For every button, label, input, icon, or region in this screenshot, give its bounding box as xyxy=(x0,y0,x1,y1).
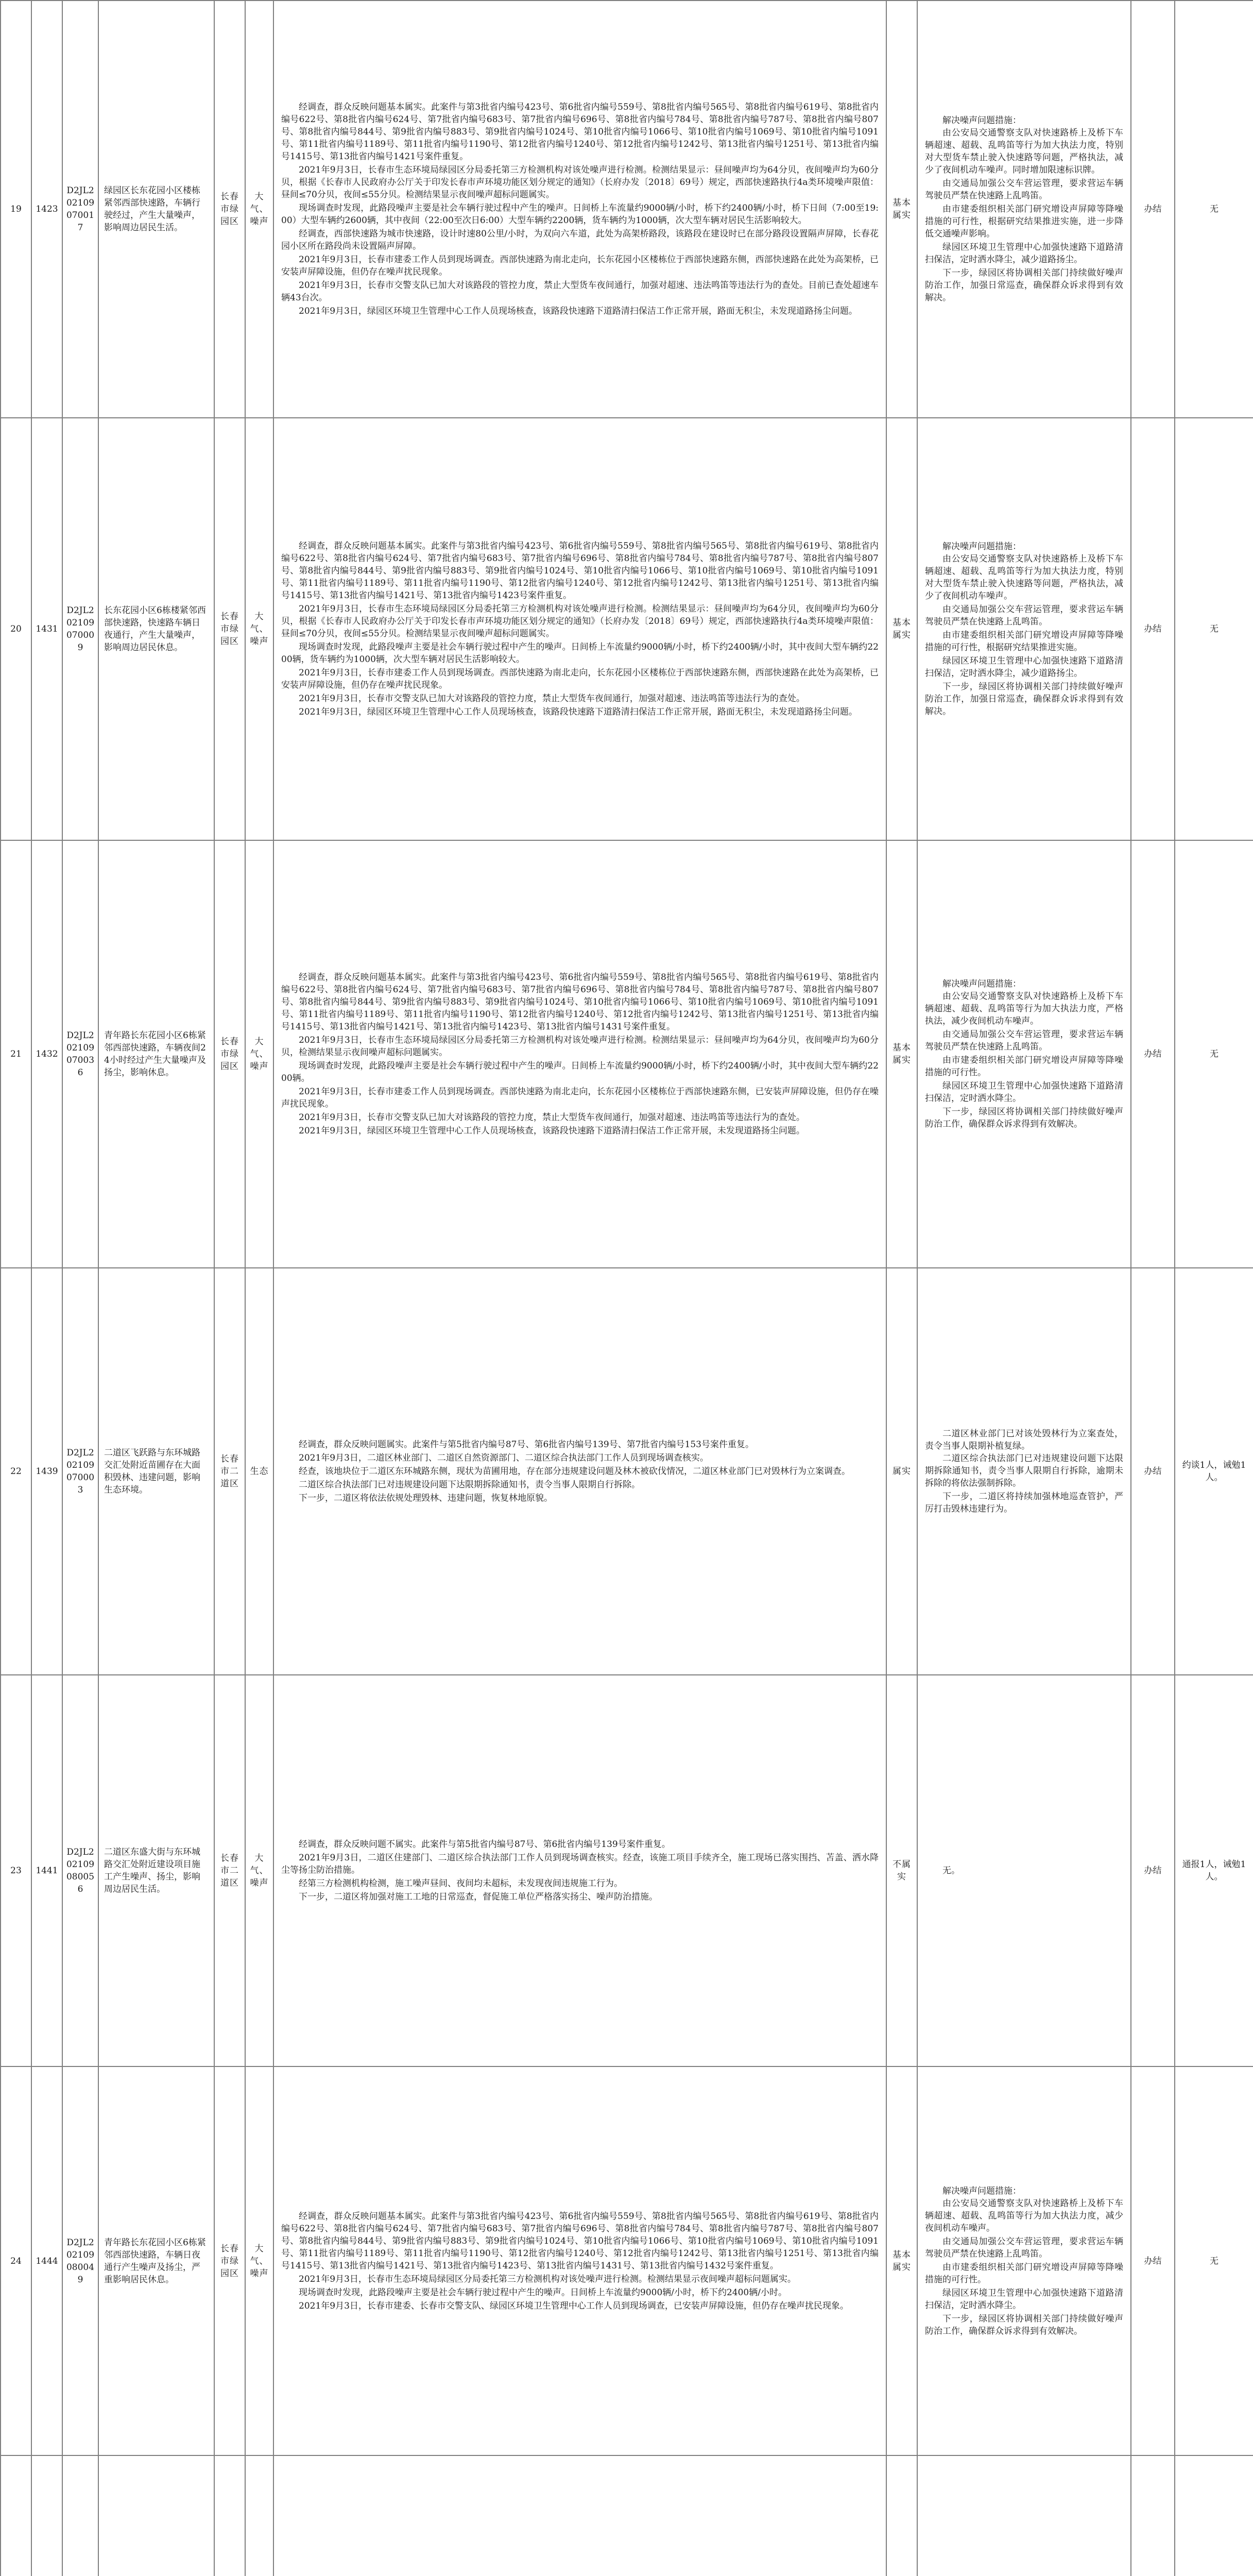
cell-seq: 20 xyxy=(1,418,31,840)
table-row xyxy=(1,1675,1253,2066)
cell-verdict: 基本属实 xyxy=(886,2066,917,2455)
cell-accountability: 无 xyxy=(1175,840,1253,1268)
cell-district: 长春市绿园区 xyxy=(214,2066,245,2455)
cell-district: 长春市绿园区 xyxy=(214,1,245,418)
measure-paragraph: 二道区综合执法部门已对违规建设问题下达限期拆除通知书，责令当事人限期自行拆除，逾期未拆除的将依法强制拆除。 xyxy=(925,1453,1123,1488)
investigation-paragraph: 2021年9月3日，二道区住建部门、二道区综合执法部门工作人员到现场调查核实。经查，该施工项目手续齐全，施工现场已落实围挡、苫盖、洒水降尘等扬尘防治措施。 xyxy=(281,1853,879,1875)
measure-paragraph: 由公安局交通警察支队对快速路桥上及桥下车辆超速、超载、乱鸣笛等行为加大执法力度，严格执法，减少夜间机动车噪声。 xyxy=(925,991,1123,1026)
cell-case-code: D2JL202109080049 xyxy=(62,2066,98,2455)
cell-verdict: 基本属实 xyxy=(886,418,917,840)
cell-category: 大气、噪声 xyxy=(245,1675,273,2066)
cell-measures xyxy=(917,2066,1131,2455)
measure-paragraph: 解决噪声问题措施： xyxy=(942,979,1021,989)
table-body xyxy=(1,1,1253,2576)
cell-status: 办结 xyxy=(1131,840,1175,1268)
investigation-paragraph: 现场调查时发现，此路段噪声主要是社会车辆行驶过程中产生的噪声。日间桥上车流量约9000辆/小时，桥下约2400辆/小时，其中夜间大型车辆约2200辆。 xyxy=(281,1061,879,1083)
cell-district xyxy=(214,2455,245,2576)
cell-case-code: D2JL202109070017 xyxy=(62,1,98,418)
investigation-paragraph: 2021年9月3日，长春市生态环境局绿园区分局委托第三方检测机构对该处噪声进行检测。检测结果显示：昼间噪声均为64分贝，夜间噪声均为60分贝，检测结果显示夜间噪声超标问题属实。 xyxy=(281,1035,879,1058)
investigation-paragraph: 下一步，二道区将加强对施工工地的日常巡查，督促施工单位严格落实扬尘、噪声防治措施。 xyxy=(299,1892,658,1902)
cell-measures xyxy=(917,1675,1131,2066)
cell-category xyxy=(245,2455,273,2576)
measure-paragraph: 解决噪声问题措施： xyxy=(942,541,1021,552)
cell-summary: 绿园区长东花园小区楼栋紧邻西部快速路，车辆行驶经过，产生大量噪声，影响周边居民生活。 xyxy=(98,1,214,418)
cell-district: 长春市二道区 xyxy=(214,1268,245,1675)
investigation-paragraph: 2021年9月3日，长春市建委工作人员到现场调查。西部快速路为南北走向，长东花园小区楼栋位于西部快速路东侧，西部快速路在此处为高架桥，已安装声屏障设施，但仍存在噪声扰民现象。 xyxy=(281,668,879,690)
cell-verdict: 不属实 xyxy=(886,1675,917,2066)
measure-paragraph: 由市建委组织相关部门研究增设声屏障等降噪措施的可行性。 xyxy=(925,1055,1123,1078)
cell-investigation xyxy=(273,2455,886,2576)
cell-case-no: 1431 xyxy=(31,418,62,840)
cell-case-code: D2JL202109070009 xyxy=(62,418,98,840)
cell-summary: 青年路长东花园小区6栋紧邻西部快速路，车辆日夜通行产生噪声及扬尘，严重影响居民休息。 xyxy=(98,2066,214,2455)
measure-paragraph: 由公安局交通警察支队对快速路桥上及桥下车辆超速、超载、乱鸣笛等行为加大执法力度，特别对大型货车禁止驶入快速路等问题，严格执法，减少了夜间机动车噪声。同时增加限速标识牌。 xyxy=(925,128,1123,175)
cell-investigation xyxy=(273,1675,886,2066)
measure-paragraph: 绿园区环境卫生管理中心加强快速路下道路清扫保洁，定时洒水降尘。 xyxy=(925,1081,1123,1104)
table-row xyxy=(1,840,1253,1268)
cell-status: 办结 xyxy=(1131,418,1175,840)
cell-measures xyxy=(917,1,1131,418)
investigation-paragraph: 二道区综合执法部门已对违规建设问题下达限期拆除通知书，责令当事人限期自行拆除。 xyxy=(299,1480,640,1490)
cell-summary: 青年路长东花园小区6栋紧邻西部快速路，车辆夜间24小时经过产生大量噪声及扬尘，影响休息。 xyxy=(98,840,214,1268)
investigation-paragraph: 现场调查时发现，此路段噪声主要是社会车辆行驶过程中产生的噪声。日间桥上车流量约9000辆/小时，桥下约2400辆/小时。 xyxy=(299,2287,787,2298)
cell-case-no xyxy=(31,2455,62,2576)
investigation-paragraph: 2021年9月3日，绿园区环境卫生管理中心工作人员现场核查，该路段快速路下道路清扫保洁工作正常开展，未发现道路扬尘问题。 xyxy=(299,1126,805,1136)
investigation-paragraph: 2021年9月3日，绿园区环境卫生管理中心工作人员现场核查，该路段快速路下道路清扫保洁工作正常开展，路面无积尘，未发现道路扬尘问题。 xyxy=(299,707,857,717)
table-row xyxy=(1,2455,1253,2576)
investigation-paragraph: 下一步，二道区将依法依规处理毁林、违建问题，恢复林地原貌。 xyxy=(299,1493,553,1503)
measure-paragraph: 由市建委组织相关部门研究增设声屏障等降噪措施的可行性，根据研究结果推进实施。 xyxy=(925,630,1123,653)
cell-case-no: 1432 xyxy=(31,840,62,1268)
cell-investigation xyxy=(273,2066,886,2455)
measure-paragraph: 由交通局加强公交车营运管理，要求营运车辆驾驶员严禁在快速路上乱鸣笛。 xyxy=(925,178,1123,201)
measure-paragraph: 绿园区环境卫生管理中心加强快速路下道路清扫保洁，定时洒水降尘，减少道路扬尘。 xyxy=(925,242,1123,265)
cell-status: 办结 xyxy=(1131,1,1175,418)
cell-investigation xyxy=(273,418,886,840)
measure-paragraph: 下一步，绿园区将协调相关部门持续做好噪声防治工作，确保群众诉求得到有效解决。 xyxy=(925,2313,1123,2336)
investigation-paragraph: 经调查，群众反映问题基本属实。此案件与第3批省内编号423号、第6批省内编号559号、第8批省内编号565号、第8批省内编号619号、第8批省内编号622号、第8批省内编号624号、第7批省内编号683号、第7批省内编号696号、第8批省内编号784号、第8批省内编号787号、第8批省内编号807号、第8批省内编号844号、第9批省内编号883号、第9批省内编号1024号、第10批省内编号1066号、第10批省内编号1069号、第10批省内编号1091号、第11批省内编号1189号、第11批省内编号1190号、第12批省内编号1240号、第12批省内编号1242号、第13批省内编号1251号、第13批省内编号1415号、第13批省内编号1421号、第13批省内编号1423号案件重复。 xyxy=(281,541,879,601)
investigation-paragraph: 2021年9月3日，长春市生态环境局绿园区分局委托第三方检测机构对该处噪声进行检测。检测结果显示夜间噪声超标问题属实。 xyxy=(299,2274,796,2284)
cell-status xyxy=(1131,2455,1175,2576)
cell-verdict: 基本属实 xyxy=(886,840,917,1268)
cell-case-no: 1441 xyxy=(31,1675,62,2066)
measure-paragraph: 由交通局加强公交车营运管理，要求营运车辆驾驶员严禁在快速路上乱鸣笛。 xyxy=(925,1029,1123,1052)
cell-district: 长春市二道区 xyxy=(214,1675,245,2066)
investigation-paragraph: 现场调查时发现，此路段噪声主要是社会车辆行驶过程中产生的噪声。日间桥上车流量约9000辆/小时，桥下约2400辆/小时，桥下日间（7:00至19:00）大型车辆约2600辆，其中夜间（22:00至次日6:00）大型车辆约2200辆，货车辆约为1000辆，次大型车辆对居民生活影响较大。 xyxy=(281,203,879,226)
cell-status: 办结 xyxy=(1131,1675,1175,2066)
investigation-paragraph: 2021年9月3日，长春市建委工作人员到现场调查。西部快速路为南北走向，长东花园小区楼栋位于西部快速路东侧，已安装声屏障设施，但仍存在噪声扰民现象。 xyxy=(281,1087,879,1109)
cell-measures xyxy=(917,418,1131,840)
cell-seq: 21 xyxy=(1,840,31,1268)
cell-accountability xyxy=(1175,2455,1253,2576)
cell-seq xyxy=(1,2455,31,2576)
measure-paragraph: 解决噪声问题措施： xyxy=(942,2185,1021,2196)
measure-paragraph: 由市建委组织相关部门研究增设声屏障等降噪措施的可行性。 xyxy=(925,2262,1123,2285)
investigation-paragraph: 经调查，西部快速路为城市快速路，设计时速80公里/小时，为双向六车道，此处为高架桥路段，该路段在建设时已在部分路段设置隔声屏障，长春花园小区所在路段尚未设置隔声屏障。 xyxy=(281,229,879,251)
cell-investigation xyxy=(273,840,886,1268)
table-row xyxy=(1,1,1253,418)
cell-summary: 长东花园小区6栋楼紧邻西部快速路，快速路车辆日夜通行，产生大量噪声，影响周边居民休息。 xyxy=(98,418,214,840)
cell-case-no: 1444 xyxy=(31,2066,62,2455)
cell-accountability: 通报1人，诫勉1人。 xyxy=(1175,1675,1253,2066)
investigation-paragraph: 2021年9月3日，长春市建委工作人员到现场调查。西部快速路为南北走向，长东花园小区楼栋位于西部快速路东侧，西部快速路在此处为高架桥，已安装声屏障设施，但仍存在噪声扰民现象。 xyxy=(281,255,879,277)
investigation-paragraph: 2021年9月3日，长春市生态环境局绿园区分局委托第三方检测机构对该处噪声进行检测。检测结果显示：昼间噪声均为64分贝，夜间噪声均为60分贝，根据《长春市人民政府办公厅关于印发长春市声环境功能区划分规定的通知》（长府办发〔2018〕69号）规定，西部快速路执行4a类环境噪声限值：昼间≤70分贝，夜间≤55分贝。检测结果显示夜间噪声超标问题属实。 xyxy=(281,165,879,200)
measure-paragraph: 解决噪声问题措施： xyxy=(942,115,1021,126)
table-row xyxy=(1,1268,1253,1675)
investigation-paragraph: 2021年9月3日，长春市生态环境局绿园区分局委托第三方检测机构对该处噪声进行检测。检测结果显示：昼间噪声均为64分贝，夜间噪声均为60分贝，根据《长春市人民政府办公厅关于印发长春市声环境功能区划分规定的通知》（长府办发〔2018〕69号）规定，西部快速路执行4a类环境噪声限值：昼间≤70分贝，夜间≤55分贝。检测结果显示夜间噪声超标问题属实。 xyxy=(281,604,879,639)
cell-seq: 23 xyxy=(1,1675,31,2066)
investigation-paragraph: 经查，该地块位于二道区东环城路东侧，现状为苗圃用地，存在部分违规建设问题及林木被砍伐情况，二道区林业部门已对毁林行为立案调查。 xyxy=(299,1466,850,1477)
measure-paragraph: 由市建委组织相关部门研究增设声屏障等降噪措施的可行性，根据研究结果推进实施，进一步降低交通噪声影响。 xyxy=(925,204,1123,239)
cell-seq: 19 xyxy=(1,1,31,418)
cell-case-code: D2JL202109070036 xyxy=(62,840,98,1268)
investigation-paragraph: 2021年9月3日，二道区林业部门、二道区自然资源部门、二道区综合执法部门工作人员到现场调查核实。 xyxy=(299,1453,709,1463)
measure-paragraph: 无。 xyxy=(942,1866,960,1876)
cell-accountability: 无 xyxy=(1175,2066,1253,2455)
investigation-paragraph: 经调查，群众反映问题基本属实。此案件与第3批省内编号423号、第6批省内编号559号、第8批省内编号565号、第8批省内编号619号、第8批省内编号622号、第8批省内编号624号、第7批省内编号683号、第7批省内编号696号、第8批省内编号784号、第8批省内编号787号、第8批省内编号807号、第8批省内编号844号、第9批省内编号883号、第9批省内编号1024号、第10批省内编号1066号、第10批省内编号1069号、第10批省内编号1091号、第11批省内编号1189号、第11批省内编号1190号、第12批省内编号1240号、第12批省内编号1242号、第13批省内编号1251号、第13批省内编号1415号、第13批省内编号1421号、第13批省内编号1423号、第13批省内编号1431号、第13批省内编号1432号案件重复。 xyxy=(281,2211,879,2271)
measure-paragraph: 下一步，绿园区将协调相关部门持续做好噪声防治工作，确保群众诉求得到有效解决。 xyxy=(925,1107,1123,1129)
table-row xyxy=(1,418,1253,840)
cell-case-code: D2JL202109080056 xyxy=(62,1675,98,2066)
measure-paragraph: 由交通局加强公交车营运管理，要求营运车辆驾驶员严禁在快速路上乱鸣笛。 xyxy=(925,604,1123,627)
cell-category: 生态 xyxy=(245,1268,273,1675)
investigation-paragraph: 2021年9月3日，长春市交警支队已加大对该路段的管控力度，禁止大型货车夜间通行，加强对超速、违法鸣笛等违法行为的查处。 xyxy=(299,1112,805,1123)
cell-category: 大气、噪声 xyxy=(245,1,273,418)
measure-paragraph: 绿园区环境卫生管理中心加强快速路下道路清扫保洁，定时洒水降尘。 xyxy=(925,2287,1123,2311)
cell-district: 长春市绿园区 xyxy=(214,418,245,840)
cell-summary: 二道区飞跃路与东环城路交汇处附近苗圃存在大面积毁林、违建问题，影响生态环境。 xyxy=(98,1268,214,1675)
cell-investigation xyxy=(273,1,886,418)
cell-accountability: 无 xyxy=(1175,418,1253,840)
cell-measures xyxy=(917,840,1131,1268)
cell-category: 大气、噪声 xyxy=(245,840,273,1268)
cell-status: 办结 xyxy=(1131,1268,1175,1675)
investigation-paragraph: 2021年9月3日，长春市交警支队已加大对该路段的管控力度，禁止大型货车夜间通行，加强对超速、违法鸣笛等违法行为的查处。 xyxy=(299,693,805,704)
cell-category: 大气、噪声 xyxy=(245,2066,273,2455)
cell-measures xyxy=(917,2455,1131,2576)
cell-measures xyxy=(917,1268,1131,1675)
measure-paragraph: 下一步，绿园区将协调相关部门持续做好噪声防治工作，加强日常巡查，确保群众诉求得到有效解决。 xyxy=(925,268,1123,303)
investigation-paragraph: 经调查，群众反映问题基本属实。此案件与第3批省内编号423号、第6批省内编号559号、第8批省内编号565号、第8批省内编号619号、第8批省内编号622号、第8批省内编号624号、第7批省内编号683号、第7批省内编号696号、第8批省内编号784号、第8批省内编号787号、第8批省内编号807号、第8批省内编号844号、第9批省内编号883号、第9批省内编号1024号、第10批省内编号1066号、第10批省内编号1069号、第10批省内编号1091号、第11批省内编号1189号、第11批省内编号1190号、第12批省内编号1240号、第12批省内编号1242号、第13批省内编号1251号、第13批省内编号1415号、第13批省内编号1421号、第13批省内编号1423号、第13批省内编号1431号案件重复。 xyxy=(281,972,879,1032)
cell-status: 办结 xyxy=(1131,2066,1175,2455)
measure-paragraph: 由交通局加强公交车营运管理，要求营运车辆驾驶员严禁在快速路上乱鸣笛。 xyxy=(925,2236,1123,2259)
cell-summary: 二道区东盛大街与东环城路交汇处附近建设项目施工产生噪声、扬尘，影响周边居民生活。 xyxy=(98,1675,214,2066)
measure-paragraph: 下一步，二道区将持续加强林地巡查管护，严厉打击毁林违建行为。 xyxy=(925,1492,1123,1514)
cell-accountability: 约谈1人，诫勉1人。 xyxy=(1175,1268,1253,1675)
cell-case-no: 1439 xyxy=(31,1268,62,1675)
cell-district: 长春市绿园区 xyxy=(214,840,245,1268)
investigation-paragraph: 2021年9月3日，绿园区环境卫生管理中心工作人员现场核查，该路段快速路下道路清扫保洁工作正常开展，路面无积尘，未发现道路扬尘问题。 xyxy=(299,306,857,316)
cell-case-code: D2JL202109070003 xyxy=(62,1268,98,1675)
cell-category: 大气、噪声 xyxy=(245,418,273,840)
investigation-paragraph: 经第三方检测机构检测，施工噪声昼间、夜间均未超标，未发现夜间违规施工行为。 xyxy=(299,1878,623,1889)
table-row xyxy=(1,2066,1253,2455)
cell-seq: 24 xyxy=(1,2066,31,2455)
investigation-paragraph: 2021年9月3日，长春市建委、长春市交警支队、绿园区环境卫生管理中心工作人员到现场调查，已安装声屏障设施，但仍存在噪声扰民现象。 xyxy=(299,2300,849,2311)
cell-investigation xyxy=(273,1268,886,1675)
cell-verdict xyxy=(886,2455,917,2576)
measure-paragraph: 绿园区环境卫生管理中心加强快速路下道路清扫保洁，定时洒水降尘，减少道路扬尘。 xyxy=(925,656,1123,679)
investigation-paragraph: 经调查，群众反映问题基本属实。此案件与第3批省内编号423号、第6批省内编号559号、第8批省内编号565号、第8批省内编号619号、第8批省内编号622号、第8批省内编号624号、第7批省内编号683号、第7批省内编号696号、第8批省内编号784号、第8批省内编号787号、第8批省内编号807号、第8批省内编号844号、第9批省内编号883号、第9批省内编号1024号、第10批省内编号1066号、第10批省内编号1069号、第10批省内编号1091号、第11批省内编号1189号、第11批省内编号1190号、第12批省内编号1240号、第12批省内编号1242号、第13批省内编号1251号、第13批省内编号1415号、第13批省内编号1421号案件重复。 xyxy=(281,102,879,162)
investigation-paragraph: 经调查，群众反映问题属实。此案件与第5批省内编号87号、第6批省内编号139号、第7批省内编号153号案件重复。 xyxy=(299,1439,754,1450)
measure-paragraph: 由公安局交通警察支队对快速路桥上及桥下车辆超速、超载、乱鸣笛等行为加大执法力度，减少夜间机动车噪声。 xyxy=(925,2198,1123,2233)
cell-verdict: 属实 xyxy=(886,1268,917,1675)
measure-paragraph: 下一步，绿园区将协调相关部门持续做好噪声防治工作，加强日常巡查，确保群众诉求得到有效解决。 xyxy=(925,682,1123,717)
investigation-paragraph: 现场调查时发现，此路段噪声主要是社会车辆行驶过程中产生的噪声。日间桥上车流量约9000辆/小时，桥下约2400辆/小时，其中夜间大型车辆约2200辆，货车辆约为1000辆，次大型车辆对居民生活影响较大。 xyxy=(281,642,879,665)
investigation-paragraph: 2021年9月3日，长春市交警支队已加大对该路段的管控力度，禁止大型货车夜间通行，加强对超速、违法鸣笛等违法行为的查处。目前已查处超速车辆43台次。 xyxy=(281,280,879,303)
cell-accountability: 无 xyxy=(1175,1,1253,418)
investigation-paragraph: 经调查，群众反映问题不属实。此案件与第5批省内编号87号、第6批省内编号139号案件重复。 xyxy=(299,1839,671,1850)
cell-summary xyxy=(98,2455,214,2576)
measure-paragraph: 二道区林业部门已对该处毁林行为立案查处，责令当事人限期补植复绿。 xyxy=(925,1429,1123,1451)
cell-seq: 22 xyxy=(1,1268,31,1675)
cell-case-no: 1423 xyxy=(31,1,62,418)
measure-paragraph: 由公安局交通警察支队对快速路桥上及桥下车辆超速、超载、乱鸣笛等行为加大执法力度，特别对大型货车禁止驶入快速路等问题，严格执法，减少了夜间机动车噪声。 xyxy=(925,554,1123,601)
cell-case-code xyxy=(62,2455,98,2576)
cell-verdict: 基本属实 xyxy=(886,1,917,418)
